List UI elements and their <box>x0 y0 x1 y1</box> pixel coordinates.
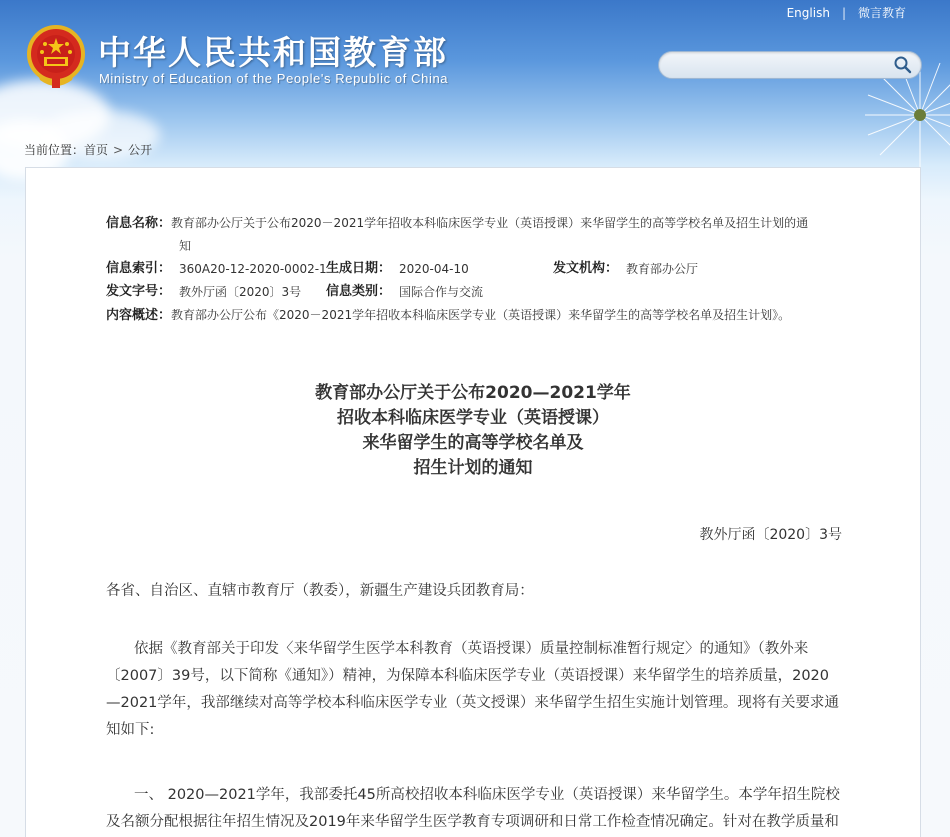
document-title-line: 招生计划的通知 <box>413 458 533 478</box>
info-issuer-label: 发文机构： <box>553 261 619 276</box>
site-title[interactable]: 中华人民共和国教育部 <box>98 33 448 72</box>
document-title <box>26 381 920 481</box>
info-row-summary <box>106 304 846 327</box>
info-table <box>106 212 846 327</box>
document-title-line: 教育部办公厅关于公布2020—2021学年 <box>315 383 631 403</box>
wechat-link[interactable]: 微言教育 <box>857 6 906 20</box>
info-row-docno <box>106 281 846 304</box>
info-index-label: 信息索引： <box>106 261 172 276</box>
document-number: 教外厅函〔2020〕3号 <box>699 527 842 543</box>
info-date-label: 生成日期： <box>326 261 392 276</box>
top-nav <box>787 4 906 21</box>
breadcrumb-arrow: > <box>113 143 124 157</box>
national-emblem-icon[interactable] <box>26 24 86 90</box>
breadcrumb <box>24 141 152 158</box>
breadcrumb-current[interactable]: 公开 <box>128 143 153 157</box>
article-panel <box>25 167 921 837</box>
document-title-line: 招收本科临床医学专业（英语授课） <box>337 408 609 428</box>
breadcrumb-home[interactable]: 首页 <box>84 143 109 157</box>
info-summary-value: 教育部办公厅公布《2020－2021学年招收本科临床医学专业（英语授课）来华留学生的高等学校名单及招生计划》。 <box>171 308 791 322</box>
info-category-label: 信息类别： <box>326 284 392 299</box>
body-paragraph: 依据《教育部关于印发〈来华留学生医学本科教育（英语授课）质量控制标准暂行规定〉的通知》（教外来〔2007〕39号，以下简称《通知》）精神，为保障本科临床医学专业（英语授课）来华留学生的培养质量，2020—2021学年，我部继续对高等学校本科临床医学专业（英文授课）来华留学生招生实施计划管理。现将有关要求通知如下: <box>106 641 839 738</box>
search-icon[interactable] <box>893 55 913 75</box>
info-summary-label: 内容概述： <box>106 308 172 323</box>
breadcrumb-prefix: 当前位置： <box>24 143 85 157</box>
info-date-value: 2020-04-10 <box>399 262 469 276</box>
info-row-name <box>106 212 846 235</box>
body-paragraph: 一、 2020—2021学年，我部委托45所高校招收本科临床医学专业（英语授课）来华留学生。本学年招生院校及名额分配根据往年招生情况及2019年来华留学生医学教育专项调研和日常工作检查情况确定。针对在教学质量和 <box>106 787 840 830</box>
info-category-value: 国际合作与交流 <box>399 285 484 299</box>
document-title-line: 来华留学生的高等学校名单及 <box>362 433 584 453</box>
english-link[interactable]: English <box>786 5 830 20</box>
info-row-name-cont <box>106 235 846 258</box>
site-subtitle: Ministry of Education of the People's Republic of China <box>99 71 449 86</box>
search-box <box>658 51 922 79</box>
search-input[interactable] <box>671 56 895 76</box>
info-docno-label: 发文字号： <box>106 284 172 299</box>
info-row-index <box>106 258 846 281</box>
addressee: 各省、自治区、直辖市教育厅（教委），新疆生产建设兵团教育局： <box>106 583 534 599</box>
nav-separator: | <box>841 5 846 20</box>
info-docno-value: 教外厅函〔2020〕3号 <box>179 285 302 299</box>
info-name-value: 教育部办公厅关于公布2020－2021学年招收本科临床医学专业（英语授课）来华留学生的高等学校名单及招生计划的通 <box>171 216 809 230</box>
info-name-value-cont: 知 <box>179 239 192 253</box>
info-name-label: 信息名称： <box>106 216 172 231</box>
info-index-value: 360A20-12-2020-0002-1 <box>179 262 327 276</box>
info-issuer-value: 教育部办公厅 <box>626 262 699 276</box>
